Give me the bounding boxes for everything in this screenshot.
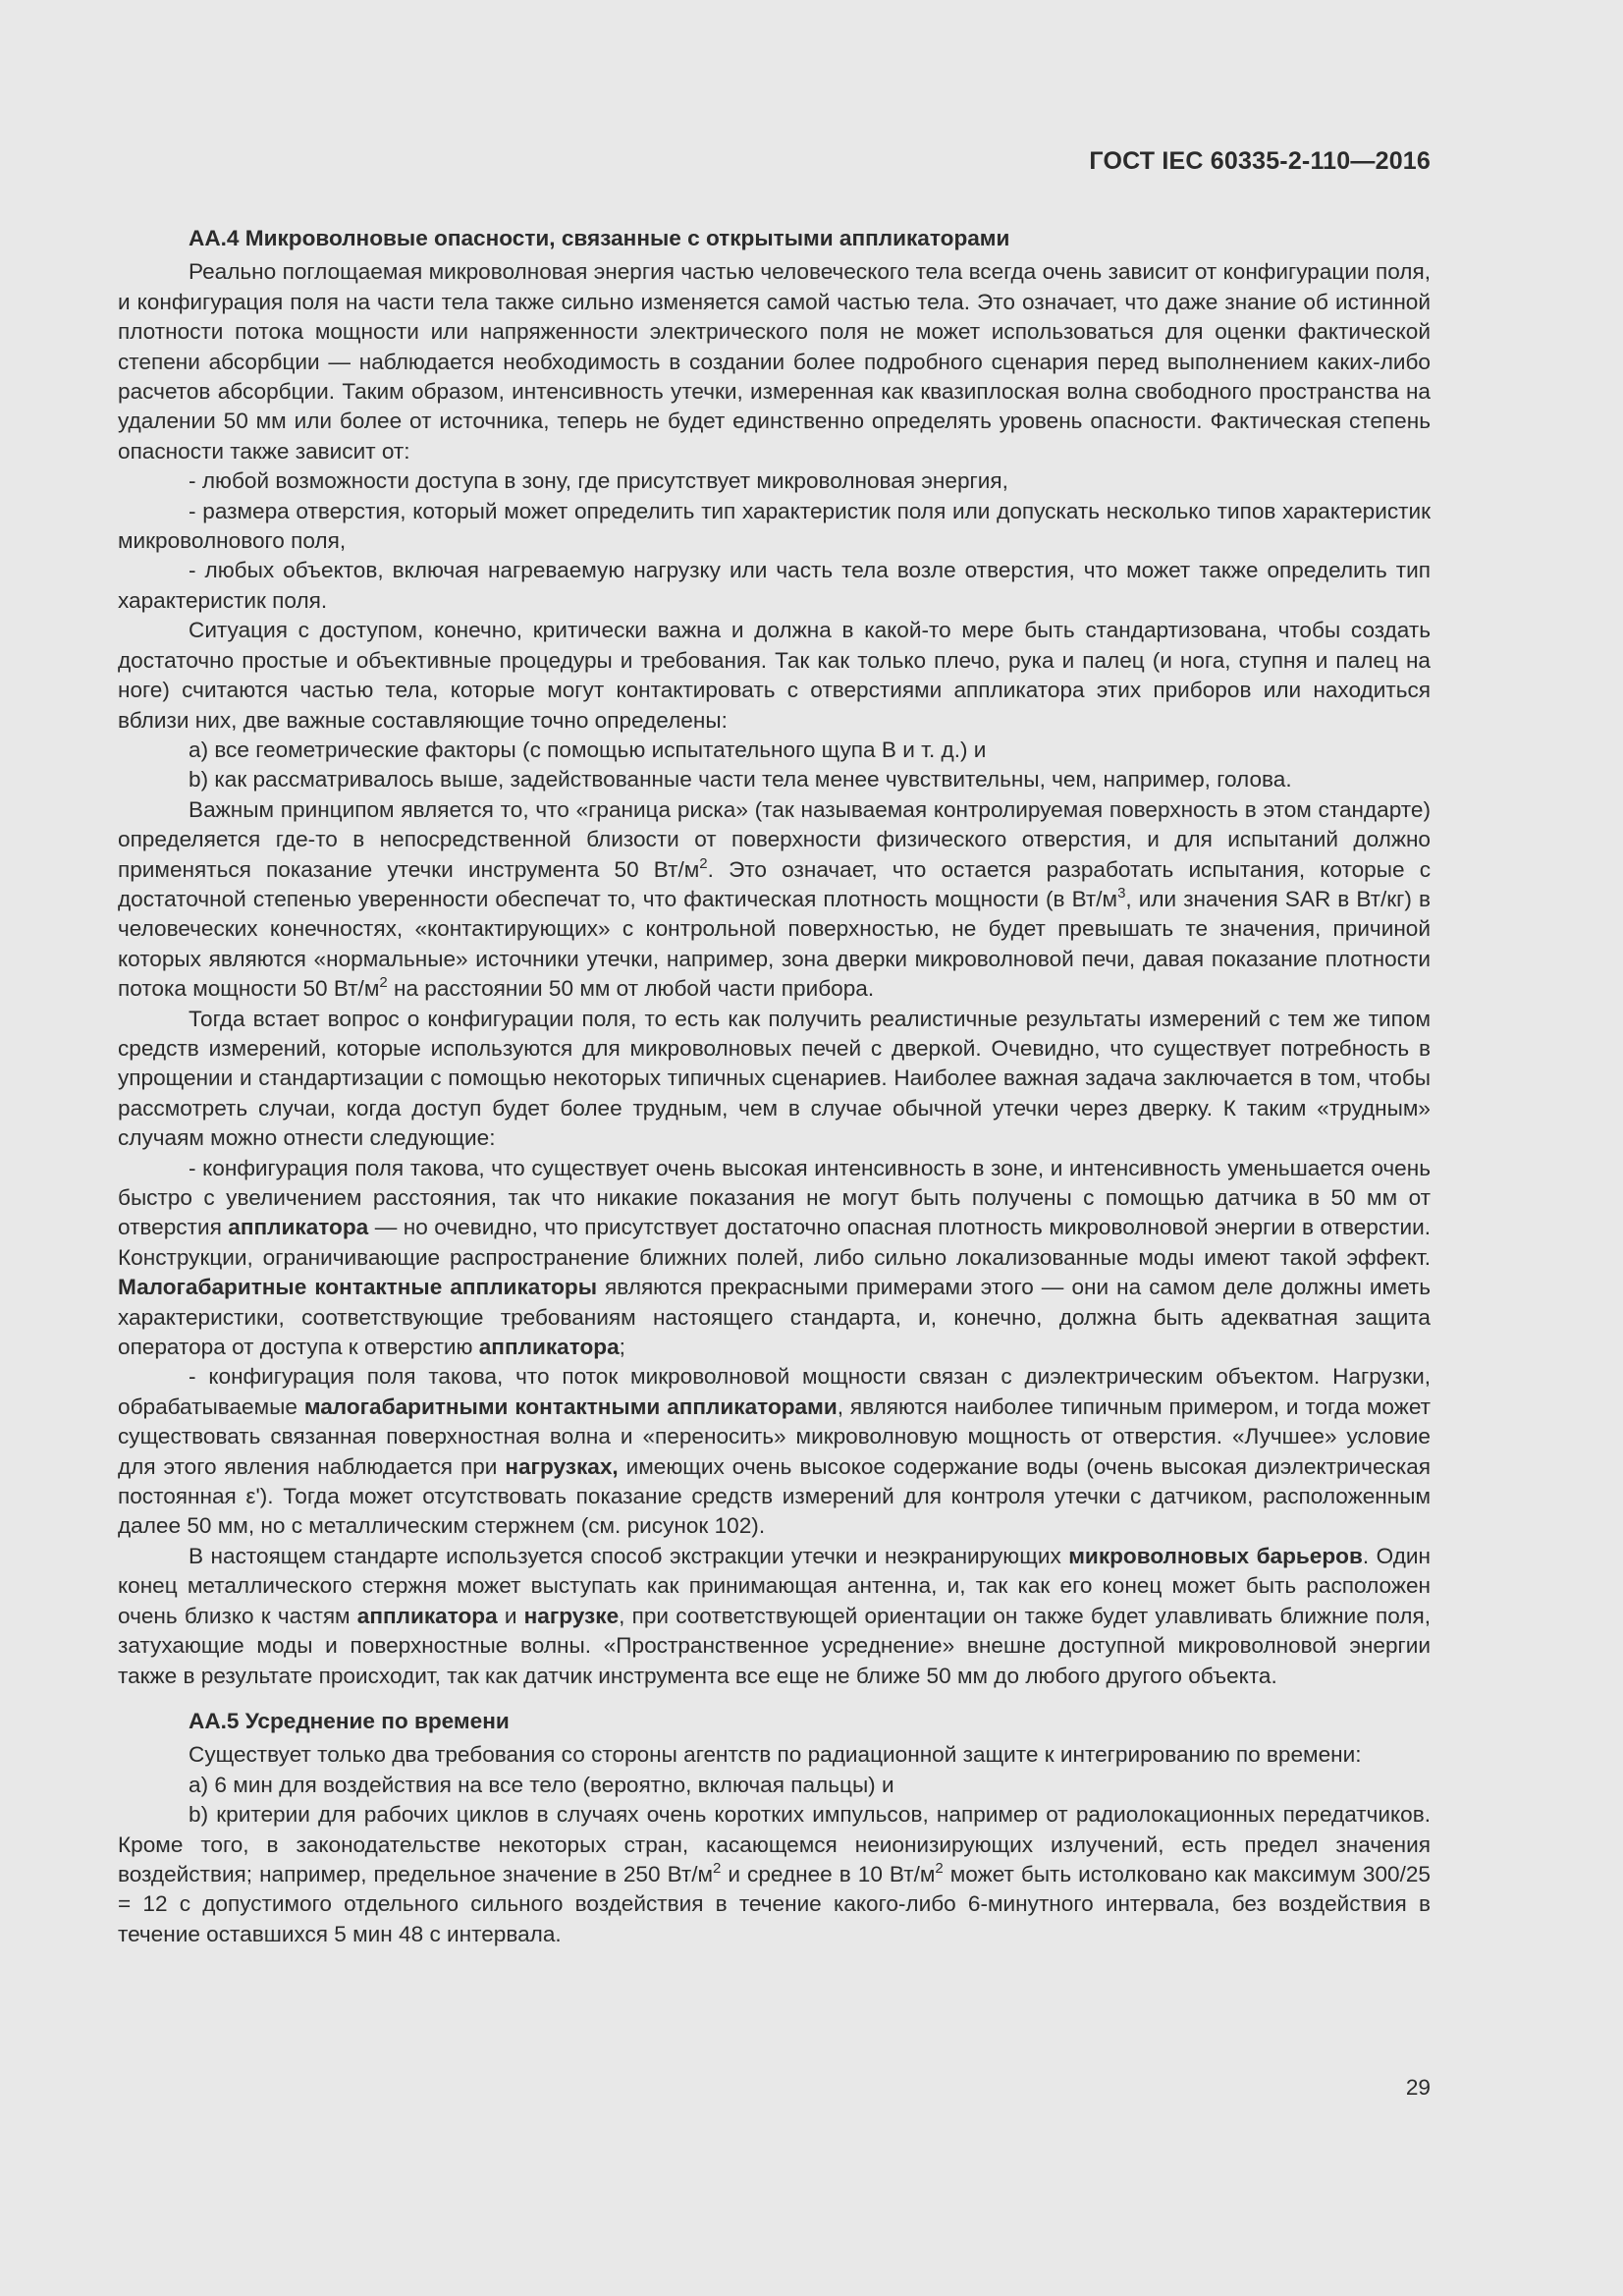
text-run: и среднее в 10 Вт/м — [721, 1861, 936, 1886]
superscript: 2 — [699, 854, 708, 872]
list-item-text: 6 мин для воздействия на все тело (вероятно, включая пальцы) и — [214, 1772, 894, 1797]
bold-term: малогабаритными контактными аппликаторами — [303, 1394, 838, 1419]
list-marker: - — [189, 1155, 196, 1180]
bold-term: нагрузках, — [505, 1453, 619, 1479]
bold-term: аппликатора — [478, 1335, 620, 1360]
bold-term: аппликатора — [228, 1215, 369, 1240]
paragraph: Существует только два требования со стороны агентств по радиационной защите к интегрированию по времени: — [189, 1742, 1362, 1768]
list-marker: a) — [189, 737, 209, 762]
bold-term: микроволновых барьеров — [1068, 1543, 1363, 1568]
list-item-text: любой возможности доступа в зону, где присутствует микроволновая энергия, — [201, 468, 1008, 494]
text-run: , или значения SAR в Вт/кг) в человеческих конечностях, «контактирующих» с контрольной поверхностью, не будет превышать те значения, причиной которых являются «нормальные» источники утечки, например, зона дверки микроволновой печи, давая показание плотности потока мощности 50 Вт/м — [118, 886, 1431, 1002]
bold-term: Малогабаритные контактные аппликаторы — [118, 1275, 597, 1300]
text-run: конфигурация поля такова, что существует очень высокая интенсивность в зоне, и интенсивность уменьшается очень быстро с увеличением расстояния, так что никакие показания не могут быть получены с помощью датчика в 50 мм от отверстия — [118, 1155, 1431, 1240]
paragraph: Ситуация с доступом, конечно, критически важна и должна в какой-то мере быть стандартизована, чтобы создать достаточно простые и объективные процедуры и требования. Так как только плечо, рука и палец (и нога, ступня и палец на ноге) считаются частью тела, которые могут контактировать с отверстиями аппликатора этих приборов или находиться вблизи них, две важные составляющие точно определены: — [118, 618, 1431, 733]
text-run: . Один конец металлического стержня может выступать как принимающая антенна, и, так как его конец может быть расположен очень близко к частям — [118, 1543, 1431, 1628]
text-run: на расстоянии 50 мм от любой части прибора. — [387, 976, 875, 1002]
list-item — [118, 556, 1431, 616]
text-run: конфигурация поля такова, что поток микроволновой мощности связан с диэлектрическим объектом. Нагрузки, обрабатываемые — [118, 1364, 1431, 1419]
text-run: — но очевидно, что присутствует достаточно опасная плотность микроволновой энергии в отверстии. Конструкции, ограничивающие распространение ближних полей, либо сильно локализованные моды имеют такой эффект. — [118, 1215, 1432, 1270]
text-run: , являются наиболее типичным примером, и тогда может существовать связанная поверхностная волна и «переносить» микроволновую мощность от отверстия. «Лучшее» условие для этого явления наблюдается при — [118, 1394, 1431, 1479]
text-run: Важным принципом является то, что «граница риска» (так называемая контролируемая поверхность в этом стандарте) определяется где-то в непосредственной близости от поверхности физического отверстия, и для испытаний должно применяться показание утечки инструмента 50 Вт/м — [118, 796, 1431, 882]
paragraph: Тогда встает вопрос о конфигурации поля, то есть как получить реалистичные результаты измерений с тем же типом средств измерений, которые используются для микроволновых печей с дверкой. Очевидно, что существует потребность в упрощении и стандартизации с помощью некоторых типичных сценариев. Наиболее важная задача заключается в том, чтобы рассмотреть случаи, когда доступ будет более трудным, чем в случае обычной утечки через дверку. К таким «трудным» случаям можно отнести следующие: — [118, 1006, 1431, 1151]
list-marker: - — [189, 558, 196, 583]
text-run: В настоящем стандарте используется способ экстракции утечки и неэкранирующих — [189, 1543, 1069, 1568]
superscript: 2 — [935, 1859, 944, 1877]
bold-term: нагрузке — [523, 1603, 620, 1628]
list-marker: b) — [189, 1802, 209, 1828]
list-item — [118, 1800, 1431, 1949]
text-run: , при соответствующей ориентации он также будет улавливать ближние поля, затухающие моды и поверхностные волны. «Пространственное усреднение» внешне доступной микроволновой энергии также в результате происходит, так как датчик инструмента все еще не ближе 50 мм до любого другого объекта. — [118, 1603, 1431, 1688]
text-run: ; — [619, 1335, 625, 1360]
superscript: 3 — [1117, 884, 1126, 902]
document-header: ГОСТ IEC 60335-2-110—2016 — [1089, 147, 1431, 175]
document-body — [118, 224, 1431, 1949]
section-title-aa4: АА.4 Микроволновые опасности, связанные с открытыми аппликаторами — [189, 226, 1010, 250]
list-item — [118, 1154, 1431, 1363]
list-item — [118, 497, 1431, 557]
list-item — [118, 765, 1431, 794]
list-marker: a) — [189, 1772, 209, 1797]
list-marker: - — [189, 468, 196, 494]
list-item — [118, 466, 1431, 496]
text-run: имеющих очень высокое содержание воды (очень высокая диэлектрическая постоянная ε'). Тогда может отсутствовать показание средств измерений для контроля утечки с датчиком, расположенным далее 50 мм, но с металлическим стержнем (см. рисунок 102). — [118, 1453, 1431, 1539]
superscript: 2 — [379, 974, 388, 992]
list-item-text: любых объектов, включая нагреваемую нагрузку или часть тела возле отверстия, что может также определить тип характеристик поля. — [118, 558, 1432, 613]
list-item — [118, 1362, 1431, 1541]
list-marker: - — [189, 498, 196, 523]
text-run: . Это означает, что остается разработать испытания, которые с достаточной степенью уверенности обеспечат то, что фактическая плотность мощности (в Вт/м — [118, 856, 1431, 911]
paragraph — [118, 1542, 1431, 1691]
list-item-text: все геометрические факторы (с помощью испытательного щупа B и т. д.) и — [214, 737, 987, 762]
page-number: 29 — [1405, 2075, 1431, 2100]
list-marker: - — [189, 1364, 196, 1390]
text-run: являются прекрасными примерами этого — они на самом деле должны иметь характеристики, соответствующие требованиям настоящего стандарта, и, конечно, должна быть адекватная защита оператора от доступа к отверстию — [118, 1275, 1432, 1360]
paragraph — [118, 795, 1431, 1005]
list-item — [118, 1771, 1431, 1800]
text-run: и — [497, 1603, 524, 1628]
text-run: может быть истолковано как максимум 300/25 = 12 с допустимого отдельного сильного воздействия в течение какого-либо 6-минутного интервала, без воздействия в течение оставшихся 5 мин 48 с интервала. — [118, 1861, 1431, 1946]
section-title-aa5: АА.5 Усреднение по времени — [189, 1708, 510, 1733]
text-run: критерии для рабочих циклов в случаях очень коротких импульсов, например от радиолокационных передатчиков. Кроме того, в законодательстве некоторых стран, касающемся неионизирующих излучений, есть предел значения воздействия; например, предельное значение в 250 Вт/м — [118, 1802, 1431, 1886]
paragraph: Реально поглощаемая микроволновая энергия частью человеческого тела всегда очень зависит от конфигурации поля, и конфигурация поля на части тела также сильно изменяется самой частью тела. Это означает, что даже знание об истинной плотности потока мощности или напряженности электрического поля не может использоваться для оценки фактической степени абсорбции — наблюдается необходимость в создании более подробного сценария перед выполнением каких-либо расчетов абсорбции. Таким образом, интенсивность утечки, измеренная как квазиплоская волна свободного пространства на удалении 50 мм или более от источника, теперь не будет единственно определять уровень опасности. Фактическая степень опасности также зависит от: — [118, 259, 1431, 464]
bold-term: аппликатора — [356, 1603, 498, 1628]
list-item-text: как рассматривалось выше, задействованные части тела менее чувствительны, чем, например, голова. — [214, 767, 1292, 793]
superscript: 2 — [713, 1859, 722, 1877]
list-marker: b) — [189, 767, 209, 793]
list-item-text: размера отверстия, который может определить тип характеристик поля или допускать несколько типов характеристик микроволнового поля, — [118, 498, 1431, 554]
list-item — [118, 736, 1431, 765]
